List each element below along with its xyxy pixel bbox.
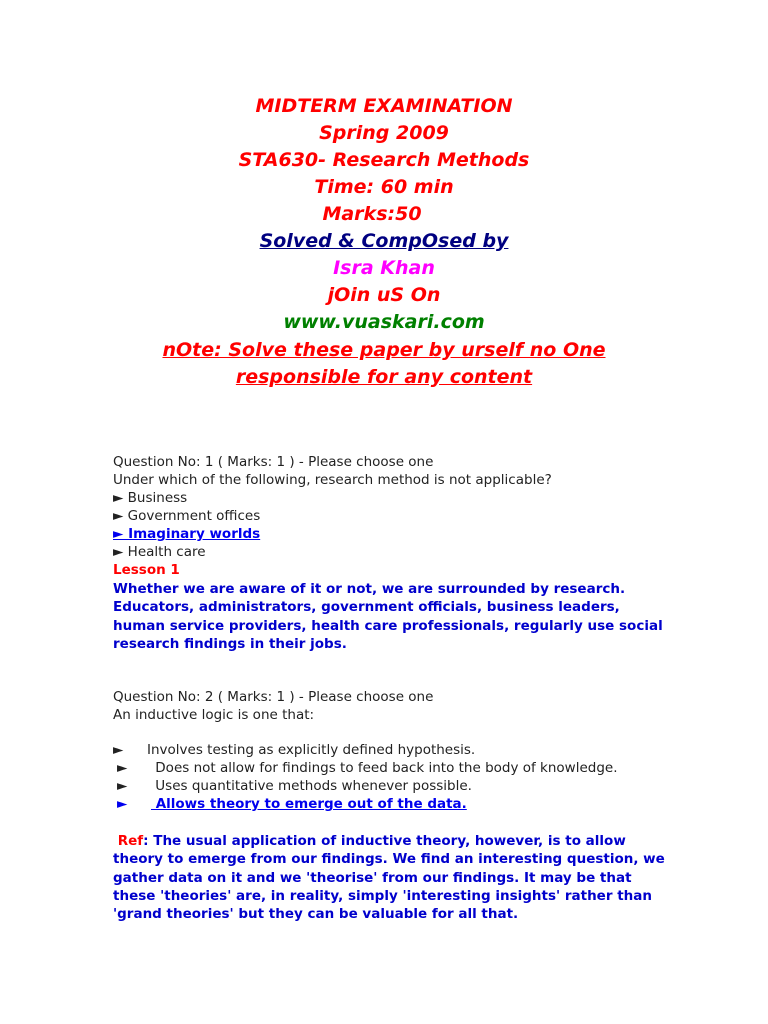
option-text: Uses quantitative methods whenever possible. bbox=[151, 778, 472, 794]
author-name: Isra Khan bbox=[333, 257, 435, 279]
exam-time: Time: 60 min bbox=[314, 176, 454, 198]
question-1-heading: Question No: 1 ( Marks: 1 ) - Please choose one bbox=[113, 454, 434, 470]
bullet-icon: ► bbox=[113, 742, 124, 758]
note-line-2: responsible for any content bbox=[235, 366, 533, 388]
option-text: Involves testing as explicitly defined hypothesis. bbox=[147, 742, 476, 758]
bullet-icon: ► bbox=[117, 778, 128, 794]
question-1-prompt: Under which of the following, research method is not applicable? bbox=[113, 472, 552, 488]
question-1-option-1: ► Business bbox=[113, 490, 188, 506]
join-us: jOin uS On bbox=[327, 284, 441, 306]
note-line-1: nOte: Solve these paper by urself no One bbox=[162, 339, 606, 361]
question-2-heading: Question No: 2 ( Marks: 1 ) - Please choose one bbox=[113, 689, 434, 705]
question-2-option-3 bbox=[117, 777, 472, 795]
solved-by: Solved & CompOsed by bbox=[259, 230, 509, 252]
reference-text: : The usual application of inductive theory, however, is to allow theory to emerge from our findings. We find an interesting question, we gather data on it and we 'theorise' from our findings. It may be that these 'theories' are, in reality, simply 'interesting insights' rather than 'grand theories' but they can be valuable for all that. bbox=[113, 833, 665, 923]
question-2-reference bbox=[113, 832, 673, 923]
question-1-lesson: Lesson 1 bbox=[113, 562, 180, 578]
question-1-option-3-answer: ► Imaginary worlds bbox=[113, 526, 261, 542]
bullet-icon: ► bbox=[117, 760, 128, 776]
question-2-option-2 bbox=[117, 759, 618, 777]
option-text: Does not allow for findings to feed back into the body of knowledge. bbox=[151, 760, 618, 776]
semester: Spring 2009 bbox=[319, 122, 449, 144]
exam-marks: Marks:50 bbox=[322, 203, 422, 225]
bullet-icon: ► bbox=[117, 796, 128, 812]
question-1-option-2: ► Government offices bbox=[113, 508, 261, 524]
option-text: Allows theory to emerge out of the data. bbox=[151, 796, 467, 812]
question-2-prompt: An inductive logic is one that: bbox=[113, 707, 315, 723]
question-2-option-4-answer bbox=[117, 795, 467, 813]
exam-title: MIDTERM EXAMINATION bbox=[255, 95, 513, 117]
reference-label: Ref bbox=[117, 833, 144, 849]
website-link[interactable]: www.vuaskari.com bbox=[283, 311, 485, 333]
course-name: STA630- Research Methods bbox=[238, 149, 530, 171]
question-1-explanation: Whether we are aware of it or not, we are surrounded by research. Educators, administrators, government officials, business leaders, human service providers, health care professionals, regularly use social research findings in their jobs. bbox=[113, 581, 663, 652]
question-1-option-4: ► Health care bbox=[113, 544, 206, 560]
question-2-option-1 bbox=[113, 741, 475, 759]
